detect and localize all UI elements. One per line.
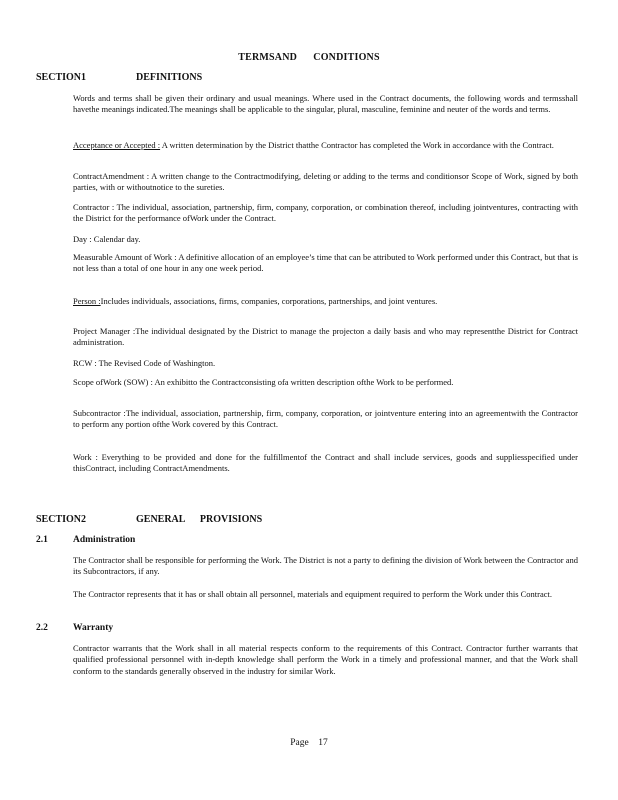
definition-text: The individual, association, partnership, firm, company, corporation, or combination thereof, including jointventures, contracting with the District for the performance ofWork under the Contract. [73,202,578,224]
definition-text: A written determination by the District thatthe Contractor has completed the Work in accordance with the Contract. [160,140,554,150]
definition-term: Project Manager : [73,326,136,336]
section1-header [36,72,202,83]
page-number: Page 17 [290,738,328,748]
definition-person [73,296,578,307]
definition-term: RCW : [73,358,97,368]
definition-scope-of-work [73,377,578,388]
subsection-heading: Warranty [73,623,114,633]
definition-measurable-amount [73,252,578,275]
subsection-number: 2.1 [36,535,48,545]
definition-text: The individual, association, partnership, firm, company, corporation, or jointventure entering into an agreementwith the Contractor to perform any portion ofthe Work covered by this Contract. [73,408,578,430]
administration-paragraph-1: The Contractor shall be responsible for performing the Work. The District is not a party to defining the division of Work between the Contractor and its Subcontractors, if any. [73,555,578,577]
warranty-paragraph: Contractor warrants that the Work shall in all material respects conform to the requirements of this Contract. Contractor further warrants that qualified professional personnel with in-depth knowledge shall perform the Work in a timely and professional manner, and that the Work shall conform to the standards generally observed in the industry for similar Work. [73,643,578,676]
definition-day [73,234,578,245]
document-title: TERMSAND CONDITIONS [238,52,380,63]
section2-heading: GENERAL PROVISIONS [136,514,263,525]
definition-subcontractor [73,408,578,431]
definition-text: A definitive allocation of an employee’s time that can be attributed to Work performed under this Contract, but that is not less than a total of one hour in any one week period. [73,252,578,274]
definition-text: Calendar day. [91,234,141,244]
section2-header [36,514,262,525]
definition-text: The Revised Code of Washington. [96,358,216,368]
subsection-2-1-header [36,535,135,545]
definition-term: Person : [73,296,101,306]
definition-term: Day : [73,234,92,244]
definition-term: Scope ofWork (SOW) : [73,377,153,387]
definition-work [73,452,578,475]
definition-term: Acceptance or Accepted : [73,140,161,150]
definition-contract-amendment [73,171,578,194]
definition-term: Contractor : [73,202,115,212]
definition-text: Includes individuals, associations, firms, companies, corporations, partnerships, and joint ventures. [100,296,438,306]
administration-paragraph-2: The Contractor represents that it has or shall obtain all personnel, materials and equipment required to perform the Work under this Contract. [73,589,553,599]
definition-text: An exhibitto the Contractconsisting ofa written description ofthe Work to be performed. [152,377,454,387]
section1-heading: DEFINITIONS [136,72,203,83]
definition-project-manager [73,326,578,349]
definition-text: A written change to the Contractmodifying, deleting or adding to the terms and conditionsor Scope of Work, signed by both parties, with or withoutnotice to the sureties. [73,171,578,193]
definition-term: Measurable Amount of Work : [73,252,177,262]
section1-number: SECTION1 [36,72,87,83]
definition-term: Work : [73,452,98,462]
section2-number: SECTION2 [36,514,87,525]
subsection-number: 2.2 [36,623,48,633]
definition-term: Subcontractor : [73,408,126,418]
definition-text: Everything to be provided and done for the fulfillmentof the Contract and shall include services, goods and suppliesspecified under thisContract, including ContractAmendments. [73,452,578,474]
subsection-2-2-header [36,623,113,633]
definition-term: ContractAmendment : [73,171,150,181]
definition-acceptance [73,140,578,151]
definition-contractor [73,202,578,225]
subsection-heading: Administration [73,535,136,545]
definitions-intro: Words and terms shall be given their ordinary and usual meanings. Where used in the Contract documents, the following words and termsshall havethe meanings indicated.The meanings shall be applicable to the singular, plural, masculine, feminine and neuter of the words and terms. [73,93,578,115]
definition-text: The individual designated by the District to manage the projecton a daily basis and who may representthe District for Contract administration. [73,326,578,348]
definition-rcw [73,358,578,369]
